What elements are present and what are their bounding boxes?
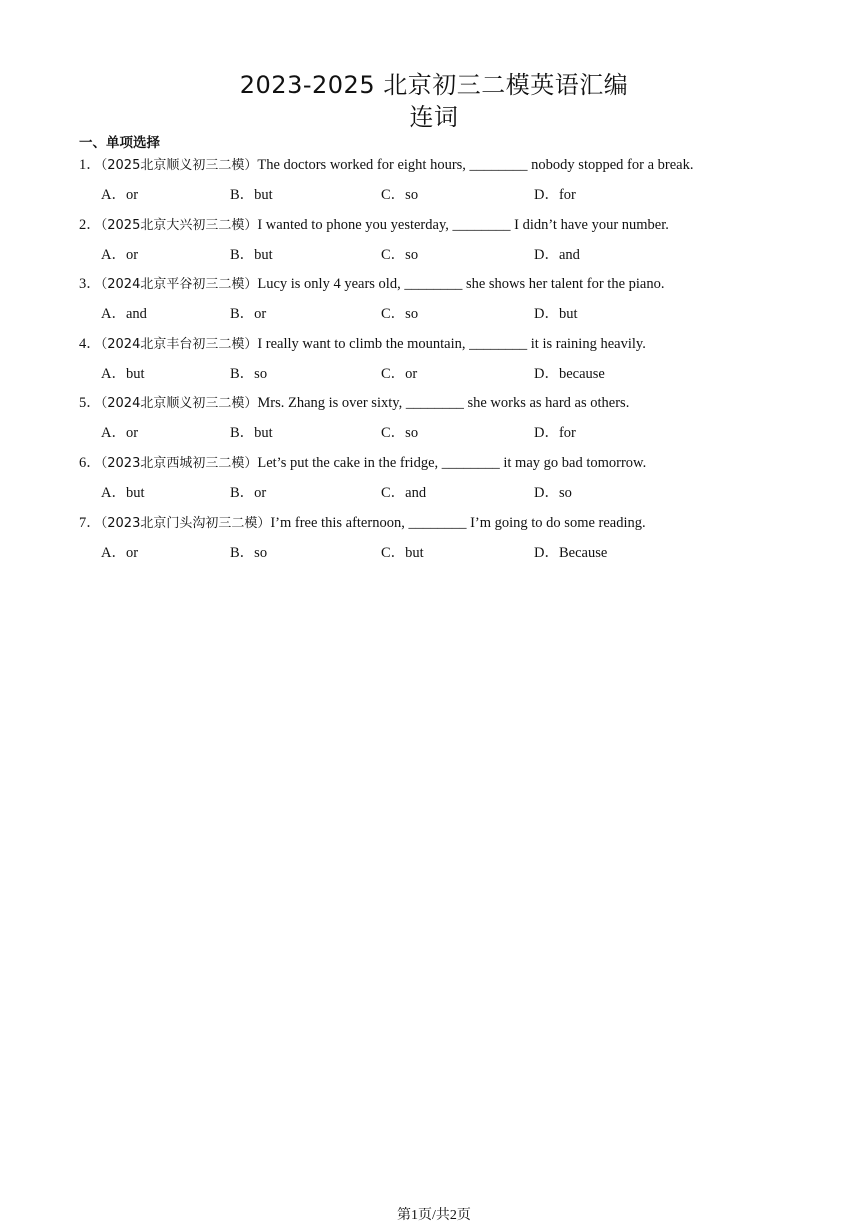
option-c: C．so [381,246,419,263]
question-stem [79,214,669,237]
question-source: （2025北京大兴初三二模） [100,217,258,233]
option-row [79,303,839,325]
option-c: C．or [381,365,418,382]
question-number: 3． [79,276,101,293]
option-d: D．for [534,187,576,203]
question-source: （2023北京门头沟初三二模） [100,515,271,531]
section-heading: 一、单项选择 [79,135,160,151]
option-d: D．Because [534,544,608,561]
question-stem [79,392,629,415]
question-2 [79,214,839,274]
option-row [79,184,839,206]
question-text: I really want to climb the mountain, ________ it is raining heavily. [257,335,646,352]
question-3 [79,273,839,333]
option-a: A．but [101,484,145,501]
question-6 [79,452,839,512]
option-c: C．so [381,425,419,442]
option-row [79,482,839,504]
option-row [79,542,839,564]
option-row [79,244,839,266]
question-text: Lucy is only 4 years old, ________ she shows her talent for the piano. [257,276,665,293]
option-c: C．so [381,187,419,203]
question-source: （2023北京西城初三二模） [100,455,258,471]
question-text: I’m free this afternoon, ________ I’m going to do some reading. [270,514,646,531]
document-subtitle: 连词 [409,103,459,131]
question-stem [79,273,664,296]
option-d: D．so [534,484,572,501]
question-source: （2024北京顺义初三二模） [100,396,258,412]
option-d: D．because [534,365,605,382]
option-row [79,422,839,444]
question-number: 4． [79,335,101,352]
option-b: B．so [230,365,268,382]
question-number: 5． [79,395,101,412]
page-footer: 第1页/共2页 [397,1208,471,1223]
document-title: 2023-2025 北京初三二模英语汇编 [239,71,629,99]
option-a: A．or [101,425,139,442]
option-row [79,363,839,385]
question-text: Let’s put the cake in the fridge, ________ it may go bad tomorrow. [257,454,647,471]
question-source: （2024北京平谷初三二模） [100,277,258,293]
question-text: The doctors worked for eight hours, ________ nobody stopped for a break. [257,157,694,173]
option-d: D．and [534,246,580,263]
question-text: I wanted to phone you yesterday, ________ I didn’t have your number. [257,216,669,233]
option-a: A．or [101,246,139,263]
option-b: B．but [230,246,273,263]
option-a: A．and [101,306,147,323]
option-b: B．but [230,187,273,203]
option-b: B．but [230,425,273,442]
option-c: C．and [381,484,427,501]
option-a: A．or [101,544,139,561]
option-d: D．for [534,425,576,442]
option-a: A．or [101,187,139,203]
option-b: B．or [230,306,267,323]
option-b: B．so [230,544,268,561]
option-b: B．or [230,484,267,501]
question-stem [79,452,646,475]
question-stem [79,333,646,356]
question-number: 7． [79,514,101,531]
question-5 [79,392,839,452]
option-c: C．but [381,544,424,561]
question-1 [79,154,839,214]
option-c: C．so [381,306,419,323]
question-7 [79,512,839,572]
question-text: Mrs. Zhang is over sixty, ________ she works as hard as others. [257,395,630,412]
question-number: 1． [79,157,101,173]
question-source: （2025北京顺义初三二模） [100,158,258,173]
question-stem [79,512,646,535]
question-stem [79,154,693,177]
question-source: （2024北京丰台初三二模） [100,336,258,352]
question-number: 2． [79,216,101,233]
option-d: D．but [534,306,578,323]
question-list [79,154,839,571]
question-4 [79,333,839,393]
question-number: 6． [79,454,101,471]
option-a: A．but [101,365,145,382]
